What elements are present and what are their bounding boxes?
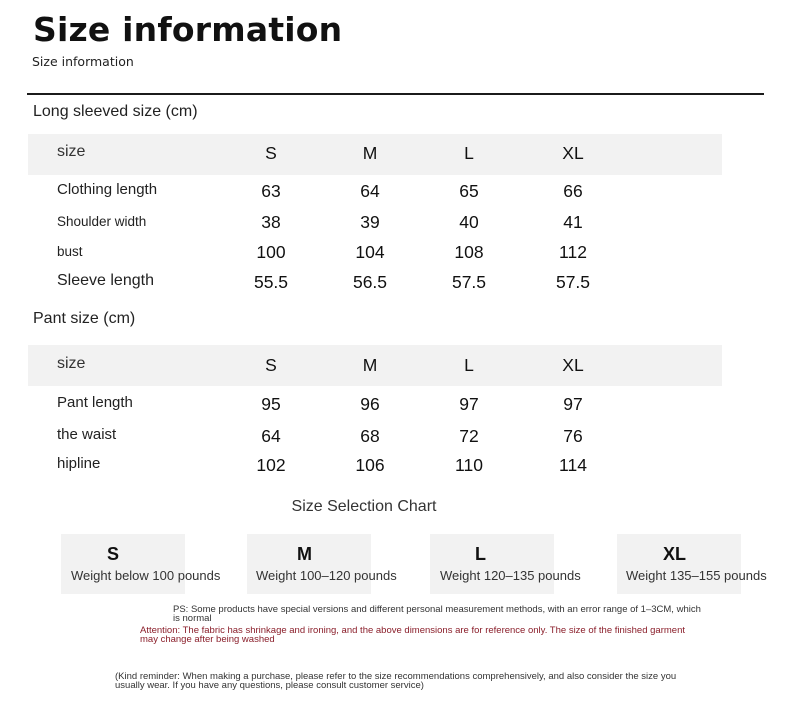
table-row-sleeve-length: [0, 272, 790, 302]
cell-m: 64: [360, 181, 380, 201]
header-size-xl: XL: [562, 143, 584, 163]
cell-s: 100: [256, 242, 286, 262]
page-title: Size information: [33, 10, 343, 49]
size-card-xl: [617, 534, 767, 594]
header-size-s: S: [265, 143, 277, 163]
cell-xl: 66: [563, 181, 583, 201]
row-label: Sleeve length: [57, 272, 154, 289]
cell-s: 63: [261, 181, 281, 201]
long-sleeved-title: Long sleeved size (cm): [33, 103, 198, 120]
cell-s: 64: [261, 426, 281, 446]
row-label: bust: [57, 244, 83, 259]
cell-l: 97: [459, 394, 479, 414]
cell-s: 102: [256, 455, 286, 475]
cell-l: 65: [459, 181, 479, 201]
cell-xl: 76: [563, 426, 583, 446]
size-card-weight: Weight below 100 pounds: [71, 568, 221, 583]
header-size-xl: XL: [562, 355, 584, 375]
size-card-s: [61, 534, 221, 594]
cell-l: 57.5: [451, 272, 487, 292]
long-sleeved-header-row: [0, 143, 790, 173]
row-label: hipline: [57, 455, 101, 472]
table-row-bust: [0, 242, 790, 272]
kind-reminder-line: (Kind reminder: When making a purchase, please refer to the size recommendations comprehensively, and also consider the size you: [115, 671, 677, 682]
table-row-shoulder-width: [0, 212, 790, 242]
size-selection-title: Size Selection Chart: [291, 498, 437, 515]
cell-l: 108: [454, 242, 484, 262]
cell-m: 56.5: [352, 272, 388, 292]
size-card-size: S: [107, 544, 120, 564]
attention-note: [140, 626, 685, 644]
size-card-weight: Weight 100–120 pounds: [256, 568, 397, 583]
cell-s: 95: [261, 394, 281, 414]
table-row-clothing-length: [0, 181, 790, 211]
cell-m: 106: [355, 455, 385, 475]
cell-m: 68: [360, 426, 380, 446]
size-card-m: [247, 534, 397, 594]
table-row-hipline: [0, 455, 790, 485]
size-card-size: M: [297, 544, 312, 564]
row-label: Shoulder width: [57, 214, 147, 229]
table-row-pant-length: [0, 394, 790, 424]
ps-note-line: PS: Some products have special versions and different personal measurement methods, with an error range of 1–3CM, which: [173, 604, 701, 615]
cell-s: 38: [261, 212, 281, 232]
ps-note: [173, 605, 701, 623]
cell-s: 55.5: [253, 272, 289, 292]
size-card-size: XL: [663, 544, 687, 564]
size-card-weight: Weight 135–155 pounds: [626, 568, 767, 583]
page-subtitle: Size information: [32, 54, 134, 69]
row-label: Clothing length: [57, 181, 158, 198]
cell-xl: 114: [559, 455, 587, 475]
cell-xl: 41: [563, 212, 583, 232]
row-label: Pant length: [57, 394, 133, 411]
pant-header-row: [0, 355, 790, 385]
header-size-l: L: [464, 355, 474, 375]
cell-l: 40: [459, 212, 479, 232]
header-size-m: M: [362, 355, 378, 375]
kind-reminder-note: [115, 672, 676, 690]
cell-m: 39: [360, 212, 380, 232]
title-divider: [27, 93, 764, 95]
cell-l: 110: [455, 455, 483, 475]
cell-xl: 57.5: [555, 272, 591, 292]
header-size-l: L: [464, 143, 474, 163]
header-size-m: M: [362, 143, 378, 163]
attention-note-line: Attention: The fabric has shrinkage and ironing, and the above dimensions are for reference only. The size of the finished garment: [140, 625, 685, 636]
table-row-waist: [0, 426, 790, 456]
cell-xl: 112: [559, 242, 587, 262]
pant-size-title: Pant size (cm): [33, 310, 136, 327]
row-label: the waist: [57, 426, 117, 443]
size-card-weight: Weight 120–135 pounds: [440, 568, 581, 583]
cell-m: 96: [360, 394, 380, 414]
header-size-s: S: [265, 355, 277, 375]
size-card-l: [430, 534, 581, 594]
kind-reminder-line: usually wear. If you have any questions, please consult customer service): [115, 680, 424, 691]
cell-l: 72: [459, 426, 479, 446]
attention-note-line: may change after being washed: [140, 634, 275, 645]
cell-m: 104: [355, 242, 385, 262]
header-size-label: size: [57, 143, 86, 160]
cell-xl: 97: [563, 394, 583, 414]
size-card-size: L: [475, 544, 486, 564]
ps-note-line: is normal: [173, 613, 212, 624]
header-size-label: size: [57, 355, 86, 372]
